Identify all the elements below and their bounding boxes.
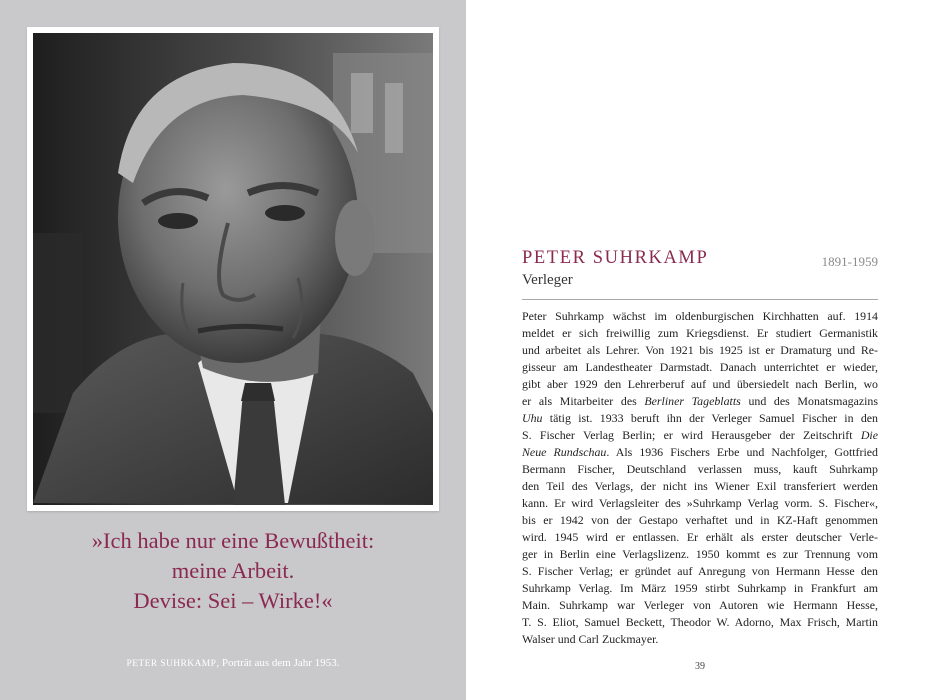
body-line xyxy=(522,444,878,461)
body-text: Peter Suhrkamp wächst im oldenburgischen Kirchhatten auf. 1914 xyxy=(522,309,878,323)
biography-text xyxy=(522,308,878,648)
body-text: ger in Berlin eine Verlagslizenz. 1950 kommt es zur Trennung vom xyxy=(522,547,878,561)
body-text: kann. Er wird Verlagsleiter des »Suhrkamp Verlag vorm. S. Fischer«, xyxy=(522,496,878,510)
italic-title: Die xyxy=(860,428,878,442)
body-text: den Teil des Verlags, der nicht ins Wiener Exil transferiert werden xyxy=(522,479,878,493)
body-line xyxy=(522,393,878,410)
body-text: und des Monatsmagazins xyxy=(740,394,879,408)
body-line xyxy=(522,631,878,648)
body-line xyxy=(522,546,878,563)
body-text: bis er 1942 von der Gestapo verhaftet und in KZ-Haft genommen xyxy=(522,513,878,527)
body-text: meldet er sich freiwillig zum Kriegsdienst. Er studiert Germanistik xyxy=(522,326,878,340)
body-text: gisseur am Landestheater Darmstadt. Danach unterrichtet er wieder, xyxy=(522,360,878,374)
portrait-photo xyxy=(33,33,433,505)
person-name: PETER SUHRKAMP xyxy=(522,248,709,268)
caption-name: PETER SUHRKAMP xyxy=(126,659,217,669)
italic-title: Berliner Tageblatts xyxy=(644,394,741,408)
life-years: 1891-1959 xyxy=(821,254,878,269)
body-text: gibt aber 1929 den Lehrerberuf auf und übersiedelt nach Berlin, wo xyxy=(522,377,878,391)
body-text: er als Mitarbeiter des xyxy=(522,394,645,408)
photo-frame xyxy=(27,27,439,511)
left-page xyxy=(0,0,466,700)
body-line xyxy=(522,410,878,427)
quote-line-1: »Ich habe nur eine Bewußtheit: xyxy=(91,528,375,553)
right-page xyxy=(466,0,934,700)
body-line xyxy=(522,342,878,359)
quote-line-2: meine Arbeit. xyxy=(171,558,295,583)
body-line xyxy=(522,359,878,376)
body-text: S. Fischer Verlag; er gründet auf Anregung von Hermann Hesse den xyxy=(522,564,878,578)
body-line xyxy=(522,325,878,342)
body-line xyxy=(522,597,878,614)
body-text: tätig ist. 1933 beruft ihn der Verleger Samuel Fischer in den xyxy=(542,411,878,425)
body-text: und arbeitet als Lehrer. Von 1921 bis 1925 ist er Dramaturg und Re- xyxy=(522,343,878,357)
body-text: Walser und Carl Zuckmayer. xyxy=(522,632,659,646)
body-text: . Als 1936 Fischers Erbe und Nachfolger, Gottfried xyxy=(606,445,878,459)
body-line xyxy=(522,614,878,631)
quote-line-3: Devise: Sei – Wirke!« xyxy=(133,588,333,613)
body-line xyxy=(522,478,878,495)
body-line xyxy=(522,580,878,597)
body-text: Bermann Fischer, Deutschland verlassen muss, kauft Suhrkamp xyxy=(522,462,878,476)
italic-title: Uhu xyxy=(522,411,543,425)
page-number: 39 xyxy=(695,661,705,672)
body-text: Main. Suhrkamp war Verleger von Autoren wie Hermann Hesse, xyxy=(522,598,878,612)
body-line xyxy=(522,495,878,512)
italic-title: Neue Rundschau xyxy=(522,445,607,459)
photo-caption xyxy=(0,657,466,669)
person-role: Verleger xyxy=(522,272,573,288)
caption-text: , Porträt aus dem Jahr 1953. xyxy=(216,657,340,669)
body-text: S. Fischer Verlag Berlin; er wird Herausgeber der Zeitschrift xyxy=(522,428,861,442)
body-text: wird. 1945 wird er entlassen. Er erhält als erster deutscher Verle- xyxy=(522,530,878,544)
body-line xyxy=(522,461,878,478)
body-line xyxy=(522,512,878,529)
body-text: Suhrkamp Verlag. Im März 1959 stirbt Suhrkamp in Frankfurt am xyxy=(522,581,878,595)
body-text: T. S. Eliot, Samuel Beckett, Theodor W. Adorno, Max Frisch, Martin xyxy=(522,615,878,629)
body-line xyxy=(522,563,878,580)
body-line xyxy=(522,427,878,444)
quote xyxy=(40,526,426,616)
body-line xyxy=(522,308,878,325)
divider xyxy=(522,299,878,300)
body-line xyxy=(522,376,878,393)
body-line xyxy=(522,529,878,546)
